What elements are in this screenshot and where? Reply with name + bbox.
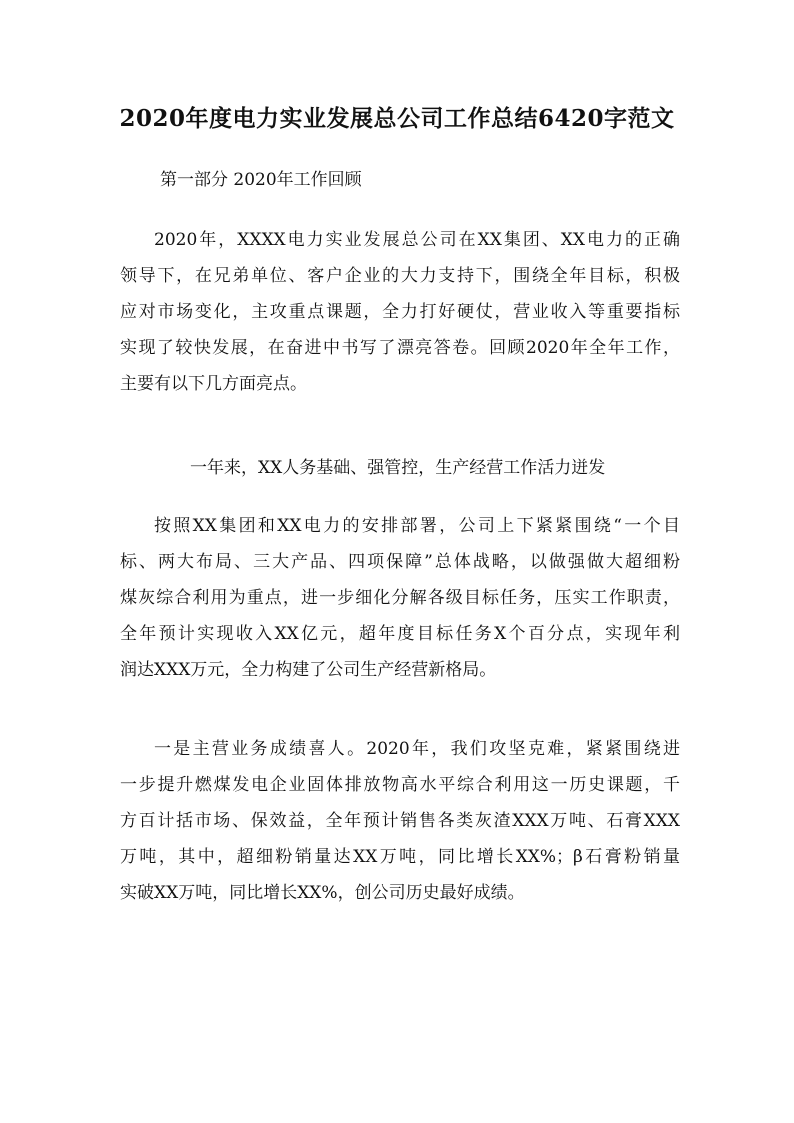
paragraph-line: 应对市场变化，主攻重点课题，全力打好硬仗，营业收入等重要指标: [120, 302, 680, 322]
paragraph-line: 标、两大布局、三大产品、四项保障”总体战略，以做强做大超细粉: [120, 552, 680, 572]
paragraph-line: 煤灰综合利用为重点，进一步细化分解各级目标任务，压实工作职责，: [120, 588, 680, 608]
paragraph-strategy: [120, 508, 680, 688]
subheading: 一年来，XX人务基础、强管控，生产经营工作活力迸发: [190, 458, 606, 478]
paragraph-line: 方百计括市场、保效益，全年预计销售各类灰渣XXX万吨、石膏XXX: [120, 811, 680, 831]
paragraph-line: 按照XX集团和XX电力的安排部署，公司上下紧紧围绕“一个目: [154, 516, 680, 536]
paragraph-line: 实破XX万吨，同比增长XX%，创公司历史最好成绩。: [120, 883, 525, 903]
paragraph-line: 润达XXX万元，全力构建了公司生产经营新格局。: [120, 660, 497, 680]
paragraph-line: 一步提升燃煤发电企业固体排放物高水平综合利用这一历史课题，千: [120, 775, 680, 795]
paragraph-line: 万吨，其中，超细粉销量达XX万吨，同比增长XX%；β石膏粉销量: [120, 847, 680, 867]
paragraph-line: 全年预计实现收入XX亿元，超年度目标任务X个百分点，实现年利: [120, 624, 680, 644]
paragraph-line: 2020年，XXXX电力实业发展总公司在XX集团、XX电力的正确: [154, 230, 680, 250]
paragraph-line: 领导下，在兄弟单位、客户企业的大力支持下，围绕全年目标，积极: [120, 266, 680, 286]
paragraph-main-business: [120, 731, 680, 911]
paragraph-line: 实现了较快发展，在奋进中书写了漂亮答卷。回顾2020年全年工作，: [120, 338, 680, 358]
document-title: 2020年度电力实业发展总公司工作总结6420字范文: [119, 105, 675, 132]
section-heading: 第一部分 2020年工作回顾: [160, 170, 362, 190]
paragraph-line: 一是主营业务成绩喜人。2020年，我们攻坚克难，紧紧围绕进: [154, 739, 680, 759]
paragraph-review: [120, 222, 680, 402]
paragraph-line: 主要有以下几方面亮点。: [120, 374, 307, 394]
